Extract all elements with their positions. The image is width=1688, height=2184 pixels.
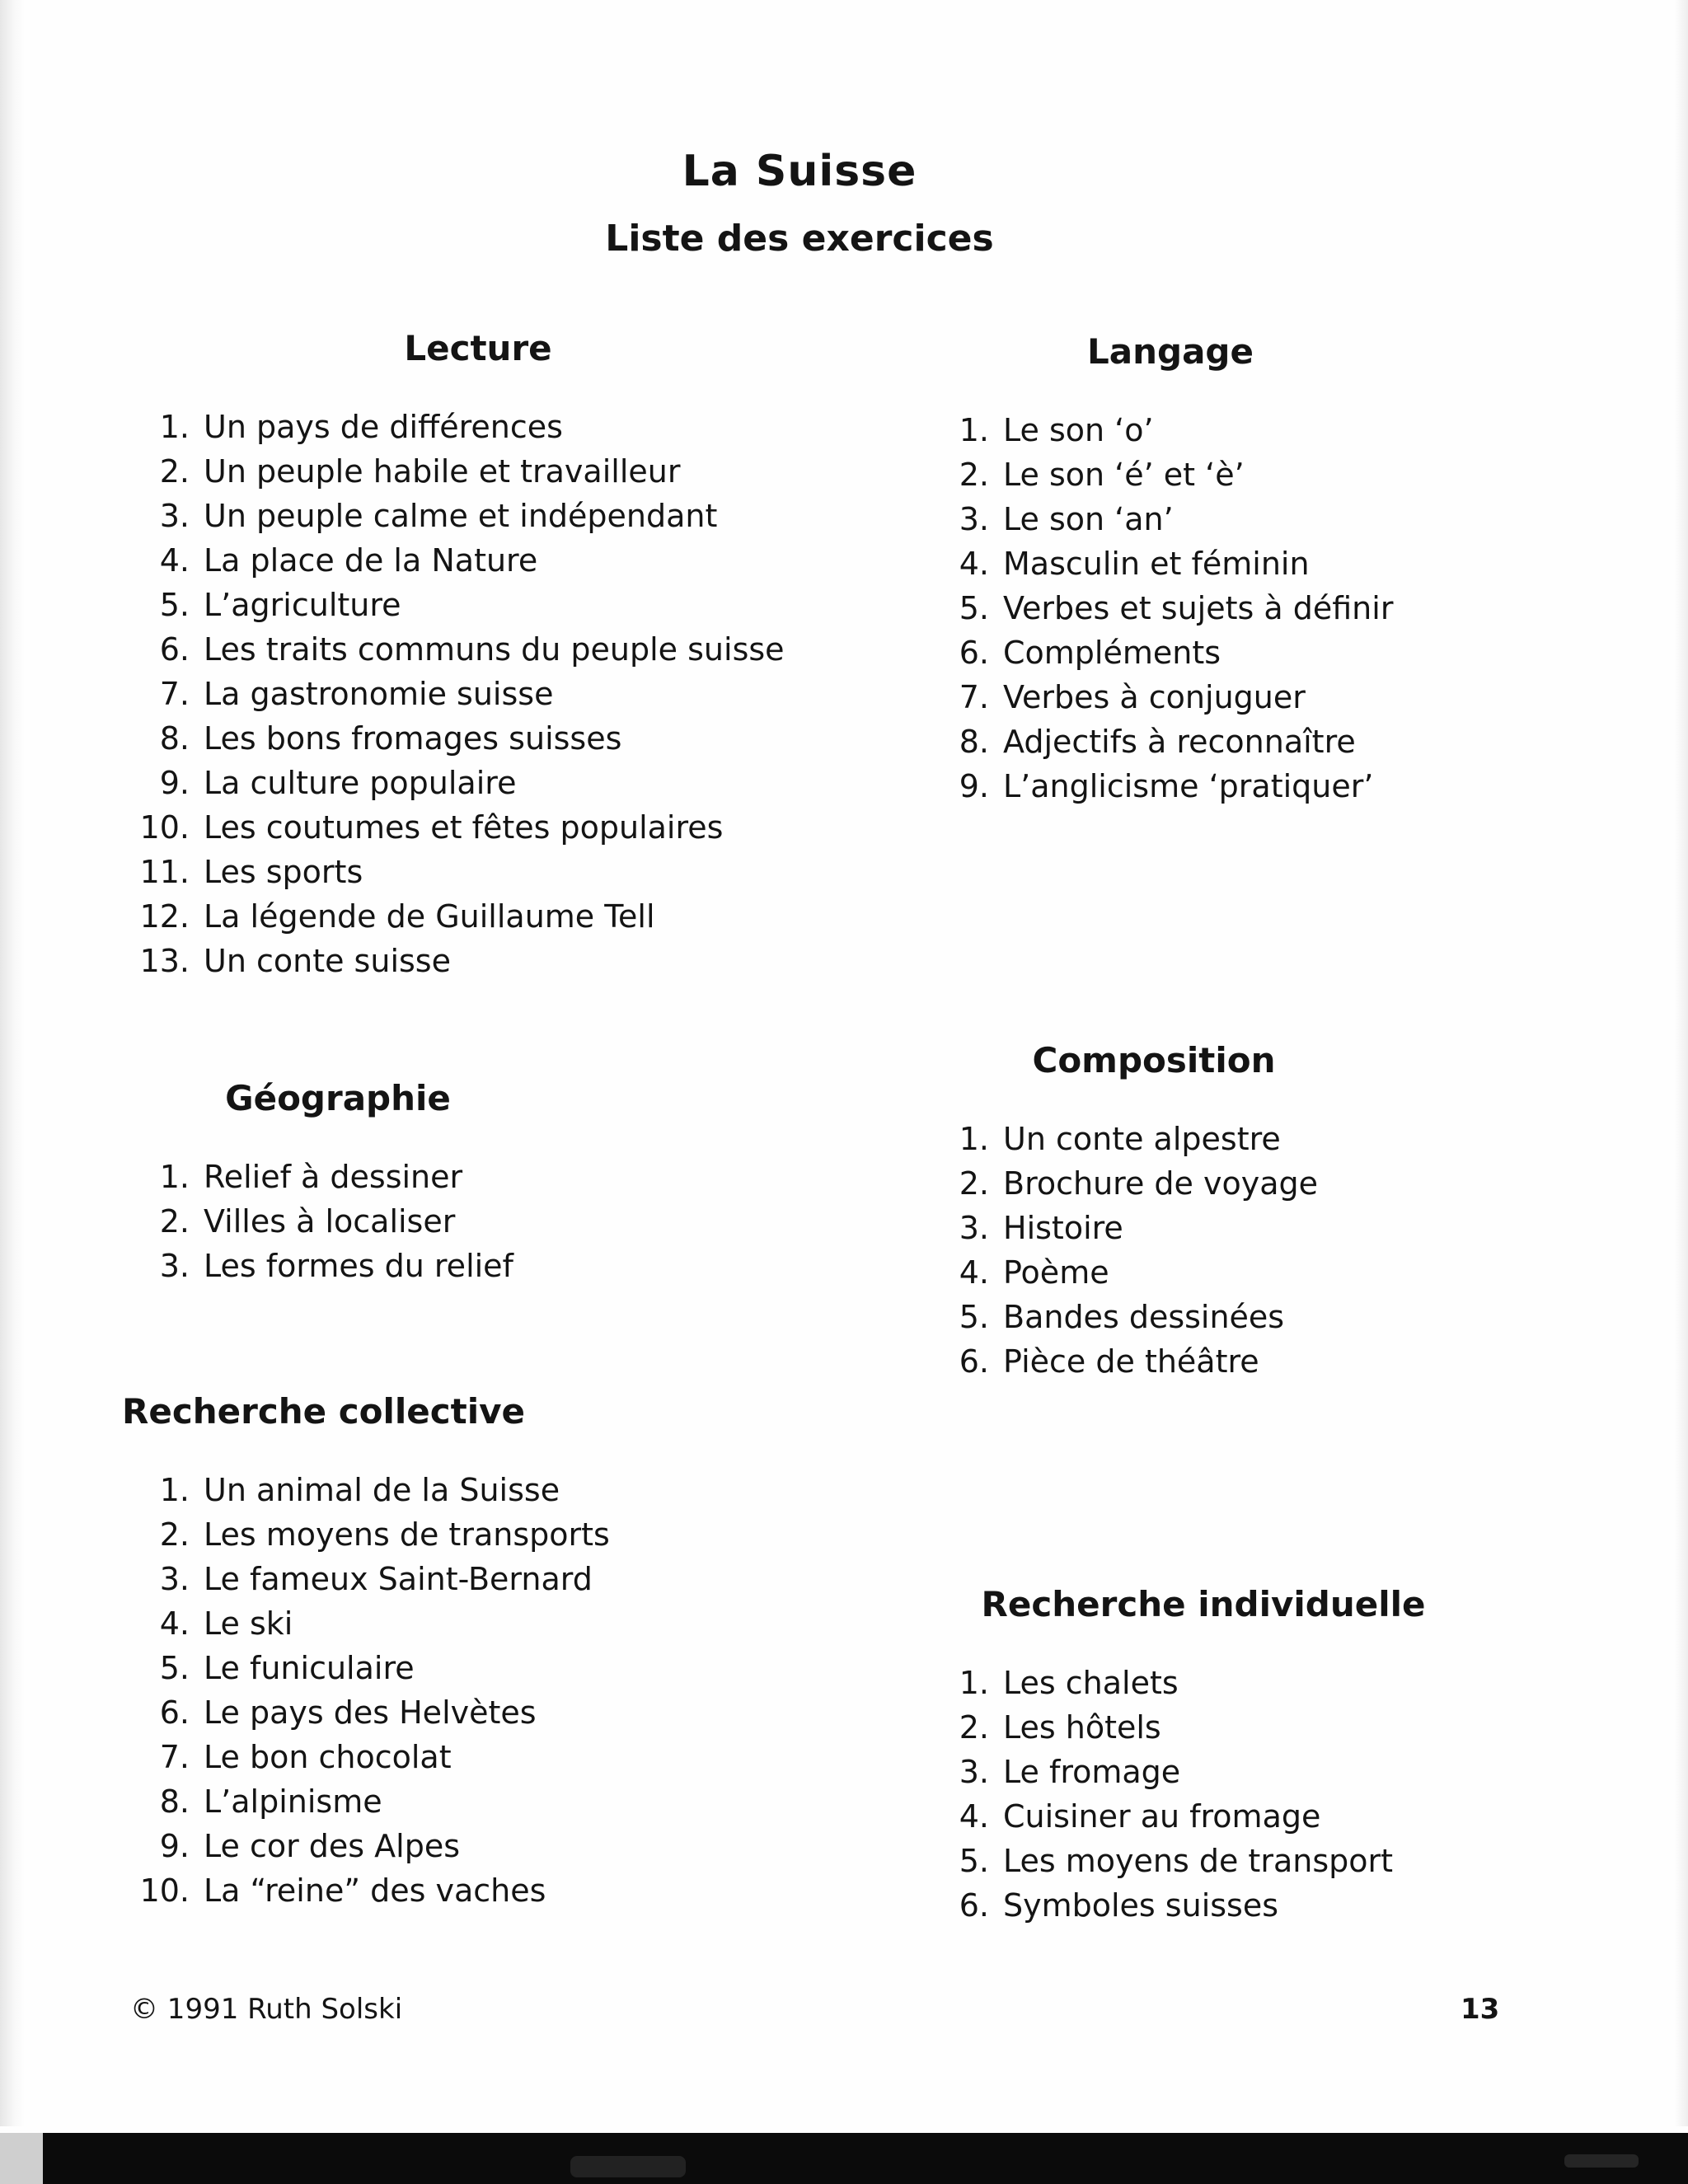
- list-item: [931, 1839, 1475, 1883]
- item-number: 13.: [139, 943, 190, 979]
- item-number: 1.: [959, 1121, 989, 1157]
- item-number: 9.: [159, 765, 190, 801]
- scan-smudge: [1564, 2154, 1639, 2168]
- item-number: 5.: [159, 1650, 190, 1686]
- item-text: Le son ‘é’ et ‘è’: [1003, 457, 1245, 493]
- list-langage: [931, 408, 1409, 808]
- item-text: La “reine” des vaches: [204, 1872, 546, 1909]
- item-text: Le pays des Helvètes: [204, 1694, 537, 1731]
- item-number: 8.: [159, 1783, 190, 1820]
- item-number: 3.: [959, 1210, 989, 1246]
- item-text: Compléments: [1003, 635, 1221, 671]
- copyright-text: © 1991 Ruth Solski: [130, 1993, 403, 2026]
- item-number: 3.: [159, 1561, 190, 1597]
- item-text: La place de la Nature: [204, 542, 538, 579]
- item-text: Symboles suisses: [1003, 1887, 1279, 1924]
- page-subtitle: Liste des exercices: [605, 218, 994, 260]
- item-text: Le funiculaire: [204, 1650, 415, 1686]
- item-number: 10.: [139, 1872, 190, 1909]
- item-number: 4.: [959, 546, 989, 582]
- item-number: 2.: [959, 1165, 989, 1202]
- item-text: Un pays de différences: [204, 409, 563, 445]
- list-item: [132, 1468, 841, 1512]
- item-text: Le fameux Saint-Bernard: [204, 1561, 593, 1597]
- list-item: [931, 586, 1409, 630]
- item-text: Un animal de la Suisse: [204, 1472, 560, 1508]
- item-number: 4.: [959, 1254, 989, 1291]
- item-number: 2.: [959, 457, 989, 493]
- list-item: [132, 405, 841, 449]
- section-heading-geographie: Géographie: [225, 1078, 451, 1118]
- item-number: 6.: [959, 1343, 989, 1380]
- item-number: 1.: [959, 1665, 989, 1701]
- list-lecture: [115, 405, 841, 983]
- item-text: Les bons fromages suisses: [204, 720, 622, 757]
- item-number: 5.: [959, 1299, 989, 1335]
- item-number: 5.: [959, 590, 989, 626]
- list-item: [931, 1295, 1376, 1339]
- item-number: 12.: [139, 898, 190, 935]
- list-item: [132, 1779, 841, 1824]
- item-text: La culture populaire: [204, 765, 517, 801]
- list-item: [132, 1690, 841, 1735]
- list-item: [931, 1705, 1475, 1750]
- list-item: [132, 850, 841, 894]
- list-item: [132, 716, 841, 761]
- list-item: [132, 1244, 560, 1288]
- item-text: L’alpinisme: [204, 1783, 382, 1820]
- list-item: [132, 627, 841, 672]
- item-text: Les moyens de transport: [1003, 1843, 1394, 1879]
- list-item: [931, 1161, 1376, 1206]
- scan-edge-left: [0, 0, 25, 2126]
- item-number: 7.: [159, 1739, 190, 1775]
- list-geographie: [115, 1155, 560, 1288]
- item-text: Pièce de théâtre: [1003, 1343, 1259, 1380]
- item-text: Le cor des Alpes: [204, 1828, 461, 1864]
- item-text: Les hôtels: [1003, 1709, 1161, 1746]
- list-item: [931, 1661, 1475, 1705]
- item-number: 6.: [159, 631, 190, 668]
- item-text: Un peuple habile et travailleur: [204, 453, 681, 490]
- list-item: [931, 452, 1409, 497]
- section-recherche-individuelle: [931, 1584, 1475, 1928]
- item-text: Les moyens de transports: [204, 1516, 610, 1553]
- scan-smudge: [570, 2156, 686, 2177]
- item-number: 2.: [159, 1203, 190, 1240]
- item-number: 11.: [139, 854, 190, 890]
- list-item: [132, 494, 841, 538]
- item-number: 8.: [159, 720, 190, 757]
- list-recherche-individuelle: [931, 1661, 1475, 1928]
- list-item: [132, 1199, 560, 1244]
- list-item: [132, 939, 841, 983]
- item-number: 2.: [159, 453, 190, 490]
- list-item: [931, 497, 1409, 541]
- list-item: [132, 1512, 841, 1557]
- item-text: Verbes à conjuguer: [1003, 679, 1306, 715]
- page-number: 13: [1461, 1993, 1500, 2026]
- item-text: Un peuple calme et indépendant: [204, 498, 718, 534]
- item-number: 4.: [159, 1605, 190, 1642]
- item-text: Les sports: [204, 854, 363, 890]
- item-text: Cuisiner au fromage: [1003, 1798, 1321, 1835]
- item-number: 5.: [159, 587, 190, 623]
- item-number: 3.: [159, 1248, 190, 1284]
- list-item: [931, 630, 1409, 675]
- list-composition: [931, 1117, 1376, 1384]
- item-number: 3.: [959, 501, 989, 537]
- item-number: 2.: [159, 1516, 190, 1553]
- item-text: Villes à localiser: [204, 1203, 456, 1240]
- item-text: Le ski: [204, 1605, 293, 1642]
- scan-corner-artifact: [0, 2133, 43, 2184]
- item-text: Masculin et féminin: [1003, 546, 1310, 582]
- scan-edge-right: [1675, 0, 1688, 2126]
- list-item: [132, 894, 841, 939]
- item-text: Les chalets: [1003, 1665, 1179, 1701]
- section-composition: [931, 1040, 1376, 1384]
- item-number: 6.: [159, 1694, 190, 1731]
- item-text: L’anglicisme ‘pratiquer’: [1003, 768, 1374, 804]
- list-item: [132, 583, 841, 627]
- list-item: [132, 1601, 841, 1646]
- item-text: Adjectifs à reconnaître: [1003, 724, 1356, 760]
- list-item: [132, 805, 841, 850]
- section-lecture: [115, 328, 841, 983]
- list-item: [931, 1250, 1376, 1295]
- item-text: La gastronomie suisse: [204, 676, 554, 712]
- item-text: Le fromage: [1003, 1754, 1181, 1790]
- section-geographie: [115, 1078, 560, 1288]
- list-item: [132, 449, 841, 494]
- list-item: [931, 541, 1409, 586]
- section-heading-recherche-individuelle: Recherche individuelle: [981, 1584, 1426, 1624]
- list-item: [931, 719, 1409, 764]
- list-item: [931, 1206, 1376, 1250]
- item-text: Le son ‘an’: [1003, 501, 1174, 537]
- list-item: [132, 1824, 841, 1868]
- item-text: Le son ‘o’: [1003, 412, 1154, 448]
- item-number: 9.: [159, 1828, 190, 1864]
- item-number: 5.: [959, 1843, 989, 1879]
- item-text: Le bon chocolat: [204, 1739, 452, 1775]
- list-item: [132, 1557, 841, 1601]
- list-item: [931, 675, 1409, 719]
- item-text: Bandes dessinées: [1003, 1299, 1285, 1335]
- item-number: 4.: [159, 542, 190, 579]
- item-number: 10.: [139, 809, 190, 846]
- item-number: 6.: [959, 635, 989, 671]
- section-heading-composition: Composition: [1032, 1040, 1276, 1080]
- item-text: Un conte suisse: [204, 943, 451, 979]
- document-header: [0, 147, 1599, 260]
- section-heading-langage: Langage: [1087, 331, 1254, 372]
- item-number: 9.: [959, 768, 989, 804]
- section-recherche-collective: [115, 1391, 841, 1913]
- item-number: 1.: [959, 412, 989, 448]
- section-langage: [931, 331, 1409, 808]
- list-item: [132, 761, 841, 805]
- item-number: 6.: [959, 1887, 989, 1924]
- list-item: [132, 672, 841, 716]
- list-item: [132, 1868, 841, 1913]
- item-text: Verbes et sujets à définir: [1003, 590, 1394, 626]
- list-item: [132, 1646, 841, 1690]
- item-number: 4.: [959, 1798, 989, 1835]
- item-text: Histoire: [1003, 1210, 1123, 1246]
- list-item: [931, 1117, 1376, 1161]
- page-title: La Suisse: [682, 147, 917, 196]
- list-item: [931, 1883, 1475, 1928]
- list-item: [931, 1339, 1376, 1384]
- item-text: Un conte alpestre: [1003, 1121, 1281, 1157]
- item-number: 8.: [959, 724, 989, 760]
- list-item: [931, 1750, 1475, 1794]
- list-item: [931, 408, 1409, 452]
- list-item: [132, 1735, 841, 1779]
- section-heading-lecture: Lecture: [404, 328, 552, 368]
- list-item: [132, 538, 841, 583]
- item-text: Les traits communs du peuple suisse: [204, 631, 785, 668]
- item-text: Brochure de voyage: [1003, 1165, 1319, 1202]
- item-number: 2.: [959, 1709, 989, 1746]
- item-number: 1.: [159, 1472, 190, 1508]
- item-number: 1.: [159, 409, 190, 445]
- list-item: [931, 764, 1409, 808]
- scan-bottom-bar: [43, 2133, 1688, 2184]
- item-number: 3.: [159, 498, 190, 534]
- list-recherche-collective: [115, 1468, 841, 1913]
- item-text: Les coutumes et fêtes populaires: [204, 809, 724, 846]
- item-number: 7.: [159, 676, 190, 712]
- item-text: Relief à dessiner: [204, 1159, 463, 1195]
- list-item: [931, 1794, 1475, 1839]
- item-text: Poème: [1003, 1254, 1109, 1291]
- item-number: 1.: [159, 1159, 190, 1195]
- item-text: Les formes du relief: [204, 1248, 513, 1284]
- item-text: La légende de Guillaume Tell: [204, 898, 655, 935]
- section-heading-recherche-collective: Recherche collective: [122, 1391, 525, 1432]
- list-item: [132, 1155, 560, 1199]
- item-number: 7.: [959, 679, 989, 715]
- item-text: L’agriculture: [204, 587, 401, 623]
- item-number: 3.: [959, 1754, 989, 1790]
